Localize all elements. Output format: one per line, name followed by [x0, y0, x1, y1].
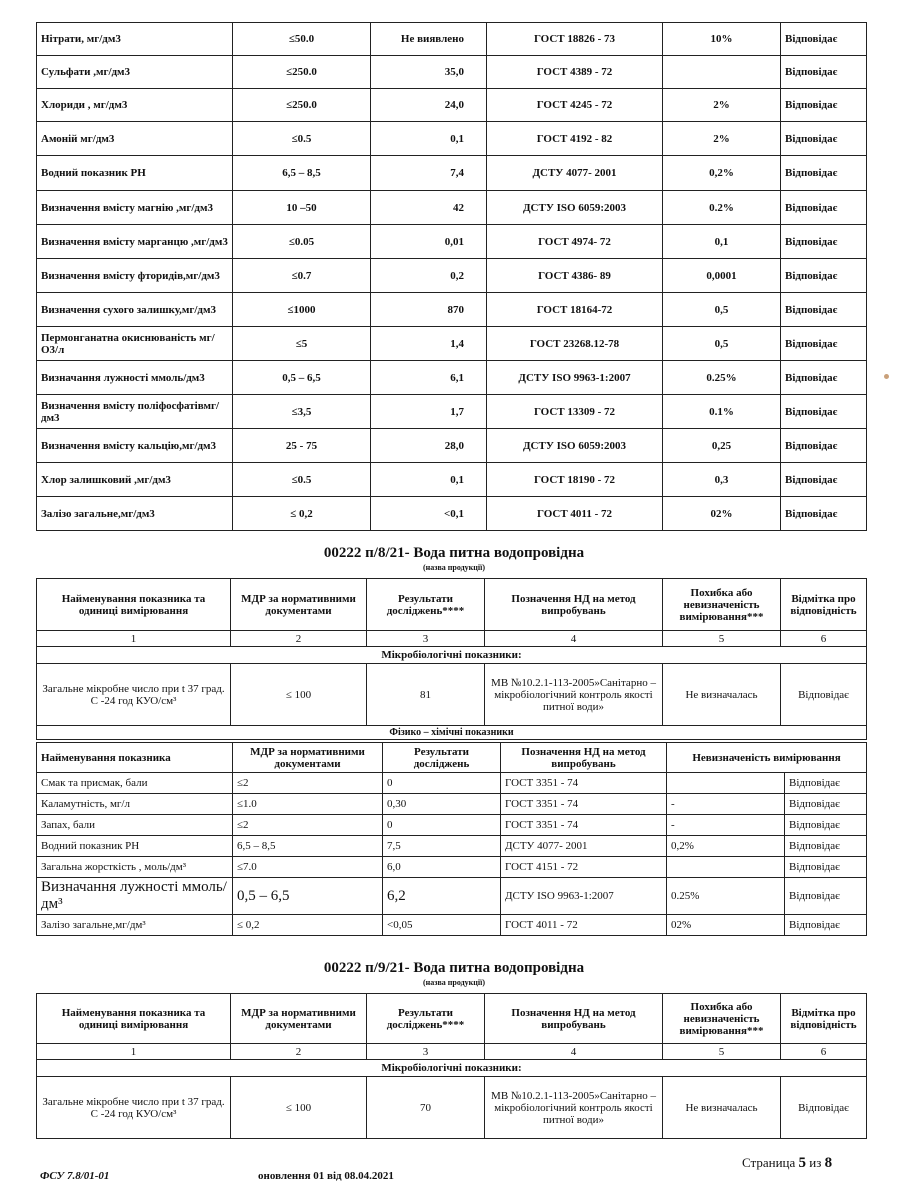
table-header-row: Найменування показника МДР за нормативними документами Результати досліджень Позначення НД на метод випробувань Невизначеність вимірювання	[37, 743, 867, 773]
cell-method: ГОСТ 4974- 72	[487, 225, 663, 259]
table-row	[37, 259, 867, 293]
cell-error: 02%	[667, 915, 785, 936]
cell-mark: Відповідає	[785, 915, 867, 936]
cell-mark: Відповідає	[781, 361, 867, 395]
cell-method: ГОСТ 23268.12-78	[487, 327, 663, 361]
table-row	[37, 122, 867, 156]
cell-result: <0,1	[371, 497, 487, 531]
cell-result: 0	[383, 773, 501, 794]
table-row	[37, 857, 867, 878]
cell-error: 0,25	[663, 429, 781, 463]
table-row	[37, 915, 867, 936]
cell-error: 2%	[663, 122, 781, 156]
cell-mark: Відповідає	[781, 23, 867, 56]
cell-result: 0,2	[371, 259, 487, 293]
cell-result: 0,1	[371, 463, 487, 497]
cell-mark: Відповідає	[781, 395, 867, 429]
cell-result: 6,2	[383, 878, 501, 915]
table-row	[37, 293, 867, 327]
cell-error: -	[667, 794, 785, 815]
table-row: Загальне мікробне число при t 37 град. С -24 год КУО/см³ ≤ 100 70 МВ №10.2.1-113-2005»Санітарно – мікробіологічний контроль якості питної води» Не визначалась Відповідає	[37, 1077, 867, 1139]
header-name: Найменування показника та одиниці вимірювання	[37, 579, 231, 631]
table-row	[37, 497, 867, 531]
cell-norm: 0,5 – 6,5	[233, 878, 383, 915]
product-subtitle-2: (назва продукції)	[422, 978, 485, 987]
cell-name: Визначення вмісту фторидів,мг/дм3	[37, 259, 233, 293]
section-microbiology: Мікробіологічні показники:	[37, 1060, 867, 1077]
table-row	[37, 89, 867, 122]
footer-form-code: ФСУ 7.8/01-01	[40, 1170, 110, 1182]
cell-result: 24,0	[371, 89, 487, 122]
table-row	[37, 225, 867, 259]
cell-error: 02%	[663, 497, 781, 531]
cell-norm: ≤1000	[233, 293, 371, 327]
cell-name: Хлор залишковий ,мг/дм3	[37, 463, 233, 497]
cell-mark: Відповідає	[785, 836, 867, 857]
cell-result: 6,1	[371, 361, 487, 395]
cell-norm: ≤5	[233, 327, 371, 361]
paper-spot	[884, 374, 889, 379]
column-number-row: 1 2 3 4 5 6	[37, 631, 867, 647]
cell-error: 0,2%	[663, 156, 781, 191]
cell-mark: Відповідає	[781, 191, 867, 225]
cell-name: Визначання лужності ммоль/дм³	[37, 878, 233, 915]
cell-method: ГОСТ 13309 - 72	[487, 395, 663, 429]
cell-error	[667, 773, 785, 794]
cell-mark: Відповідає	[781, 463, 867, 497]
cell-mark: Відповідає	[785, 773, 867, 794]
results-table-2	[36, 578, 867, 740]
cell-error: 0.1%	[663, 395, 781, 429]
cell-method: ГОСТ 4245 - 72	[487, 89, 663, 122]
cell-mark: Відповідає	[781, 56, 867, 89]
cell-method: ГОСТ 3351 - 74	[501, 773, 667, 794]
table-row	[37, 156, 867, 191]
cell-error: 10%	[663, 23, 781, 56]
cell-norm: ≤0.5	[233, 122, 371, 156]
cell-norm: 6,5 – 8,5	[233, 836, 383, 857]
table-header-row: Найменування показника та одиниці вимірювання МДР за нормативними документами Результати досліджень**** Позначення НД на метод випробувань Похибка або невизначеність вимірювання*** Відмітка про відповідність	[37, 994, 867, 1044]
cell-result: <0,05	[383, 915, 501, 936]
cell-norm: ≤2	[233, 815, 383, 836]
cell-result: Не виявлено	[371, 23, 487, 56]
cell-name: Визначення вмісту магнію ,мг/дм3	[37, 191, 233, 225]
cell-error: 0,1	[663, 225, 781, 259]
cell-result: 0	[383, 815, 501, 836]
cell-name: Смак та присмак, бали	[37, 773, 233, 794]
cell-name: Амоній мг/дм3	[37, 122, 233, 156]
cell-norm: ≤0.7	[233, 259, 371, 293]
cell-mark: Відповідає	[781, 225, 867, 259]
cell-method: ГОСТ 4011 - 72	[501, 915, 667, 936]
cell-method: ДСТУ 4077- 2001	[501, 836, 667, 857]
header-norm: МДР за нормативними документами	[231, 579, 367, 631]
cell-name: Загальна жорсткість , моль/дм³	[37, 857, 233, 878]
cell-result: 7,5	[383, 836, 501, 857]
cell-error: 0,5	[663, 293, 781, 327]
cell-error: 2%	[663, 89, 781, 122]
product-subtitle-1: (назва продукції)	[422, 563, 485, 572]
cell-norm: 0,5 – 6,5	[233, 361, 371, 395]
table-row	[37, 429, 867, 463]
cell-mark: Відповідає	[781, 429, 867, 463]
cell-error: 0,2%	[667, 836, 785, 857]
cell-method: ГОСТ 4011 - 72	[487, 497, 663, 531]
cell-mark: Відповідає	[781, 293, 867, 327]
cell-name: Запах, бали	[37, 815, 233, 836]
cell-mark: Відповідає	[781, 497, 867, 531]
cell-mark: Відповідає	[781, 156, 867, 191]
cell-method: ДСТУ ISO 6059:2003	[487, 429, 663, 463]
cell-result: 6,0	[383, 857, 501, 878]
cell-method: ДСТУ ISO 6059:2003	[487, 191, 663, 225]
column-number-row: 1 2 3 4 5 6	[37, 1044, 867, 1060]
cell-method: ГОСТ 3351 - 74	[501, 794, 667, 815]
cell-error	[667, 857, 785, 878]
cell-norm: ≤3,5	[233, 395, 371, 429]
cell-mark: Відповідає	[785, 857, 867, 878]
cell-mark: Відповідає	[785, 878, 867, 915]
table-row	[37, 878, 867, 915]
cell-norm: ≤ 0,2	[233, 915, 383, 936]
cell-error: 0,5	[663, 327, 781, 361]
cell-norm: ≤7.0	[233, 857, 383, 878]
cell-norm: ≤50.0	[233, 23, 371, 56]
cell-method: ГОСТ 3351 - 74	[501, 815, 667, 836]
header-error: Похибка або невизначеність вимірювання***	[663, 579, 781, 631]
table-row	[37, 327, 867, 361]
cell-name: Визначення вмісту кальцію,мг/дм3	[37, 429, 233, 463]
cell-mark: Відповідає	[785, 794, 867, 815]
cell-name: Пермонганатна окиснюваність мг/О3/л	[37, 327, 233, 361]
cell-method: ГОСТ 18164-72	[487, 293, 663, 327]
cell-error: 0,3	[663, 463, 781, 497]
cell-mark: Відповідає	[781, 259, 867, 293]
cell-result: 28,0	[371, 429, 487, 463]
cell-result: 7,4	[371, 156, 487, 191]
cell-error: 0,0001	[663, 259, 781, 293]
cell-error	[663, 56, 781, 89]
header-method: Позначення НД на метод випробувань	[485, 579, 663, 631]
table-row	[37, 815, 867, 836]
cell-error: 0.2%	[663, 191, 781, 225]
cell-norm: 6,5 – 8,5	[233, 156, 371, 191]
results-table-3	[36, 742, 867, 936]
table-header-row	[37, 579, 867, 631]
cell-result: 1,4	[371, 327, 487, 361]
cell-mark: Відповідає	[785, 815, 867, 836]
table-row	[37, 361, 867, 395]
cell-error: -	[667, 815, 785, 836]
cell-mark: Відповідає	[781, 327, 867, 361]
cell-norm: ≤ 0,2	[233, 497, 371, 531]
cell-name: Хлориди , мг/дм3	[37, 89, 233, 122]
table-row	[37, 836, 867, 857]
section-physchem: Фізико – хімічні показники	[37, 726, 867, 740]
cell-method: ГОСТ 4151 - 72	[501, 857, 667, 878]
page-number: Страница 5 из 8	[742, 1155, 833, 1171]
cell-result: 35,0	[371, 56, 487, 89]
cell-norm: 10 –50	[233, 191, 371, 225]
cell-method: ГОСТ 4192 - 82	[487, 122, 663, 156]
cell-result: 42	[371, 191, 487, 225]
cell-name: Визначення вмісту поліфосфатівмг/дм3	[37, 395, 233, 429]
cell-error: 0.25%	[663, 361, 781, 395]
cell-result: 0,30	[383, 794, 501, 815]
cell-name: Водний показник РН	[37, 156, 233, 191]
cell-result: 870	[371, 293, 487, 327]
cell-mark: Відповідає	[781, 89, 867, 122]
table-row	[37, 794, 867, 815]
cell-norm: ≤250.0	[233, 56, 371, 89]
cell-name: Сульфати ,мг/дм3	[37, 56, 233, 89]
table-row	[37, 773, 867, 794]
product-title-1: 00222 п/8/21- Вода питна водопровідна	[323, 545, 585, 561]
table-row	[37, 23, 867, 56]
table-row	[37, 56, 867, 89]
cell-norm: ≤0.5	[233, 463, 371, 497]
footer-revision: оновлення 01 від 08.04.2021	[258, 1170, 394, 1182]
cell-norm: ≤2	[233, 773, 383, 794]
product-title-2: 00222 п/9/21- Вода питна водопровідна	[323, 960, 585, 976]
cell-name: Каламутність, мг/л	[37, 794, 233, 815]
results-table-1	[36, 22, 867, 531]
header-result: Результати досліджень****	[367, 579, 485, 631]
cell-name: Залізо загальне,мг/дм³	[37, 915, 233, 936]
cell-method: ГОСТ 18190 - 72	[487, 463, 663, 497]
cell-method: ГОСТ 4389 - 72	[487, 56, 663, 89]
cell-mark: Відповідає	[781, 122, 867, 156]
cell-method: ДСТУ ISO 9963-1:2007	[501, 878, 667, 915]
cell-error: 0.25%	[667, 878, 785, 915]
table-row	[37, 395, 867, 429]
table-row: Загальне мікробне число при t 37 град. С -24 год КУО/см³ ≤ 100 81 МВ №10.2.1-113-2005»Санітарно – мікробіологічний контроль якості питної води» Не визначалась Відповідає	[37, 664, 867, 726]
cell-result: 0,01	[371, 225, 487, 259]
cell-name: Нітрати, мг/дм3	[37, 23, 233, 56]
cell-method: ДСТУ 4077- 2001	[487, 156, 663, 191]
header-mark: Відмітка про відповідність	[781, 579, 867, 631]
cell-result: 0,1	[371, 122, 487, 156]
cell-norm: ≤250.0	[233, 89, 371, 122]
cell-method: ДСТУ ISO 9963-1:2007	[487, 361, 663, 395]
cell-norm: ≤1.0	[233, 794, 383, 815]
cell-name: Визначення вмісту марганцю ,мг/дм3	[37, 225, 233, 259]
section-microbiology: Мікробіологічні показники:	[37, 647, 867, 664]
cell-norm: 25 - 75	[233, 429, 371, 463]
cell-name: Водний показник РН	[37, 836, 233, 857]
cell-name: Залізо загальне,мг/дм3	[37, 497, 233, 531]
cell-name: Визначання лужності ммоль/дм3	[37, 361, 233, 395]
cell-result: 1,7	[371, 395, 487, 429]
cell-method: ГОСТ 18826 - 73	[487, 23, 663, 56]
cell-name: Визначення сухого залишку,мг/дм3	[37, 293, 233, 327]
results-table-4	[36, 993, 867, 1139]
table-row	[37, 191, 867, 225]
cell-norm: ≤0.05	[233, 225, 371, 259]
table-row	[37, 463, 867, 497]
cell-method: ГОСТ 4386- 89	[487, 259, 663, 293]
